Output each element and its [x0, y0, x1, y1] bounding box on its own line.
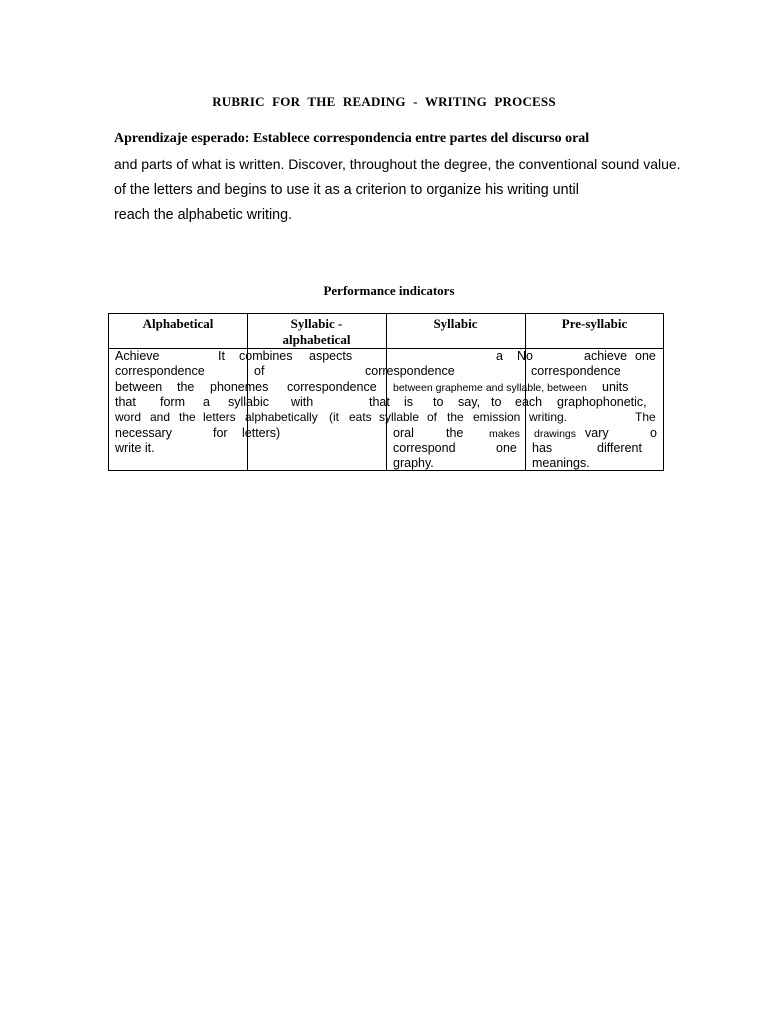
- table-word: combines: [239, 349, 293, 363]
- table-word: (it: [329, 410, 339, 424]
- table-word: one: [635, 349, 656, 363]
- table-word: phonemes: [210, 380, 269, 394]
- table-word: eats: [349, 410, 372, 424]
- header-syllabic-alphabetical-line2: alphabetical: [282, 332, 351, 347]
- table-word: between grapheme and syllable, between: [393, 382, 587, 394]
- table-word: Achieve: [115, 349, 160, 363]
- intro-line-2: and parts of what is written. Discover, throughout the degree, the conventional sound value.: [114, 156, 681, 172]
- intro-line-4: reach the alphabetic writing.: [114, 207, 293, 223]
- table-word: that: [115, 395, 136, 409]
- table-word: emission: [473, 410, 521, 424]
- table-word: letters: [203, 410, 236, 424]
- table-word: alphabetically: [245, 410, 318, 424]
- table-word: oral: [393, 426, 414, 440]
- table-word: vary: [585, 426, 609, 440]
- table-word: It: [218, 349, 225, 363]
- page-title: RUBRIC FOR THE READING - WRITING PROCESS: [212, 94, 556, 109]
- header-alphabetical: Alphabetical: [142, 316, 214, 331]
- table-word: different: [597, 441, 642, 455]
- table-word: to: [491, 395, 502, 409]
- table-word: one: [496, 441, 517, 455]
- table-word: correspond: [393, 441, 456, 455]
- table-word: a: [203, 395, 210, 409]
- table-text-line: [115, 440, 657, 456]
- header-pre-syllabic: Pre-syllabic: [561, 316, 628, 331]
- table-word: a: [496, 349, 503, 363]
- header-syllabic: Syllabic: [433, 316, 478, 331]
- table-word: the: [177, 380, 195, 394]
- header-syllabic-alphabetical-line1: Syllabic -: [290, 316, 343, 331]
- table-word: correspondence: [365, 364, 455, 378]
- section-title: Performance indicators: [323, 283, 455, 298]
- table-word: is: [404, 395, 414, 409]
- table-word: write it.: [115, 441, 155, 455]
- table-word: and: [150, 410, 171, 424]
- table-word: has: [532, 441, 553, 455]
- table-word: of: [427, 410, 438, 424]
- intro-line-3: of the letters and begins to use it as a criterion to organize his writing until: [114, 182, 579, 198]
- table-word: to: [433, 395, 444, 409]
- table-word: that: [369, 395, 390, 409]
- table-word: the: [179, 410, 196, 424]
- table-word: graphophonetic,: [557, 395, 647, 409]
- table-word: correspondence: [115, 364, 205, 378]
- table-word: syllable: [379, 410, 420, 424]
- table-word: the: [446, 426, 464, 440]
- performance-indicators-table: [108, 313, 664, 471]
- table-word: correspondence: [531, 364, 621, 378]
- table-text-line: [115, 379, 657, 395]
- table-text-line: [115, 348, 657, 364]
- table-word: letters): [242, 426, 281, 440]
- table-word: form: [160, 395, 185, 409]
- table-word: No: [517, 349, 533, 363]
- table-word: aspects: [309, 349, 353, 363]
- table-word: achieve: [584, 349, 628, 363]
- table-word: The: [635, 410, 656, 424]
- table-word: say,: [458, 395, 480, 409]
- table-word: necessary: [115, 426, 172, 440]
- table-text-line: [115, 363, 657, 379]
- table-text-line: [115, 394, 657, 410]
- header-syllabic-alphabetical: [247, 316, 386, 348]
- table-word: syllabic: [228, 395, 269, 409]
- table-text-line: [115, 409, 657, 425]
- table-word: each: [515, 395, 543, 409]
- table-word: between: [115, 380, 163, 394]
- table-word: correspondence: [287, 380, 377, 394]
- table-word: the: [447, 410, 464, 424]
- table-word: o: [650, 426, 657, 440]
- table-text-line: [115, 455, 657, 471]
- table-word: of: [254, 364, 265, 378]
- table-word: makes: [489, 428, 520, 440]
- table-word: for: [213, 426, 228, 440]
- table-word: units: [602, 380, 629, 394]
- table-word: drawings: [534, 428, 577, 440]
- table-text-line: [115, 425, 657, 441]
- table-word: word: [115, 410, 142, 424]
- table-word: writing.: [529, 410, 568, 424]
- table-word: graphy.: [393, 456, 434, 470]
- table-word: with: [291, 395, 314, 409]
- intro-line-1: Aprendizaje esperado: Establece correspondencia entre partes del discurso oral: [114, 131, 590, 146]
- table-word: meanings.: [532, 456, 590, 470]
